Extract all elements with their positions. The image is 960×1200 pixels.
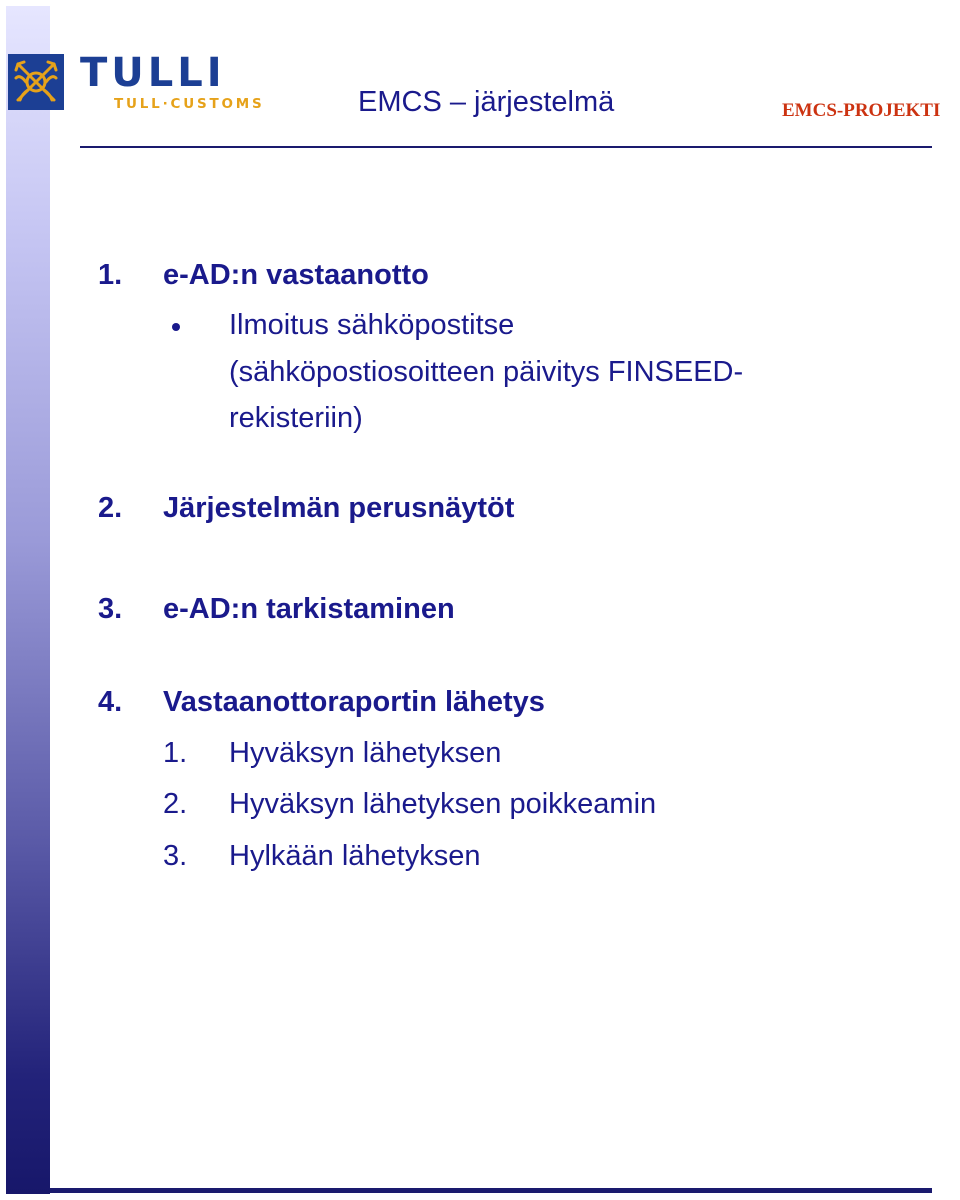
- item-label: Vastaanottoraportin lähetys: [163, 686, 545, 718]
- item-number: 1.: [98, 259, 123, 291]
- subitem-label: Hylkään lähetyksen: [229, 840, 481, 872]
- page-title: EMCS – järjestelmä: [358, 86, 615, 118]
- bullet-line: (sähköpostiosoitteen päivitys FINSEED-: [229, 356, 744, 388]
- subitem-number: 1.: [163, 737, 188, 769]
- bullet-line: Ilmoitus sähköpostitse: [229, 309, 515, 341]
- item-label: e-AD:n tarkistaminen: [163, 593, 455, 625]
- item-label: e-AD:n vastaanotto: [163, 259, 429, 291]
- item-number: 3.: [98, 593, 123, 625]
- bullet-icon: [172, 323, 180, 331]
- subitem-label: Hyväksyn lähetyksen poikkeamin: [229, 788, 657, 820]
- bullet-line: rekisteriin): [229, 402, 363, 434]
- item-number: 4.: [98, 686, 123, 718]
- logo-subtitle: TULL·CUSTOMS: [114, 96, 265, 112]
- subitem-label: Hyväksyn lähetyksen: [229, 737, 502, 769]
- item-number: 2.: [98, 492, 123, 524]
- project-label: EMCS-PROJEKTI: [782, 100, 941, 121]
- item-label: Järjestelmän perusnäytöt: [163, 492, 515, 524]
- subitem-number: 3.: [163, 840, 188, 872]
- logo-name: TULLI: [80, 50, 226, 96]
- subitem-number: 2.: [163, 788, 188, 820]
